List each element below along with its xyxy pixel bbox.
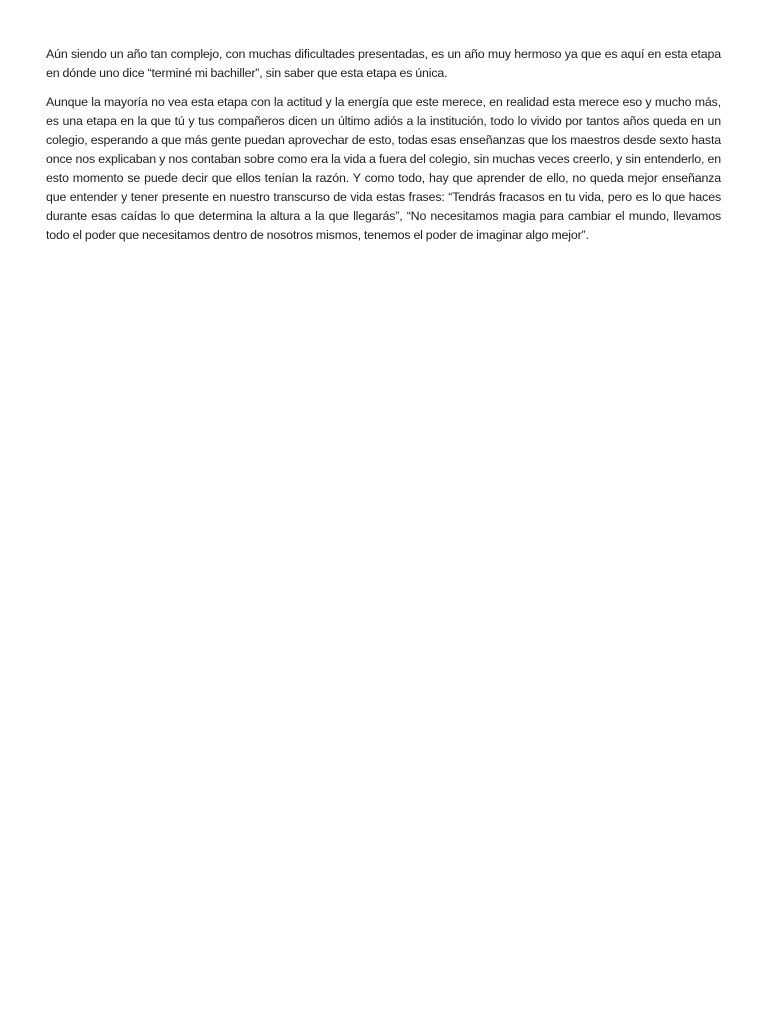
document-body xyxy=(46,45,721,255)
paragraph-2: Aunque la mayoría no vea esta etapa con la actitud y la energía que este merece, en realidad esta merece eso y mucho más, es una etapa en la que tú y tus compañeros dicen un último adiós a la institución, todo lo vivido por tantos años queda en un colegio, esperando a que más gente puedan aprovechar de esto, todas esas enseñanzas que los maestros desde sexto hasta once nos explicaban y nos contaban sobre como era la vida a fuera del colegio, sin muchas veces creerlo, y sin entenderlo, en esto momento se puede decir que ellos tenían la razón. Y como todo, hay que aprender de ello, no queda mejor enseñanza que entender y tener presente en nuestro transcurso de vida estas frases: “Tendrás fracasos en tu vida, pero es lo que haces durante esas caídas lo que determina la altura a la que llegarás”, “No necesitamos magia para cambiar el mundo, llevamos todo el poder que necesitamos dentro de nosotros mismos, tenemos el poder de imaginar algo mejor”. xyxy=(46,95,721,242)
paragraph-1: Aún siendo un año tan complejo, con muchas dificultades presentadas, es un año muy hermoso ya que es aquí en esta etapa en dónde uno dice “terminé mi bachiller”, sin saber que esta etapa es única. xyxy=(46,47,721,80)
